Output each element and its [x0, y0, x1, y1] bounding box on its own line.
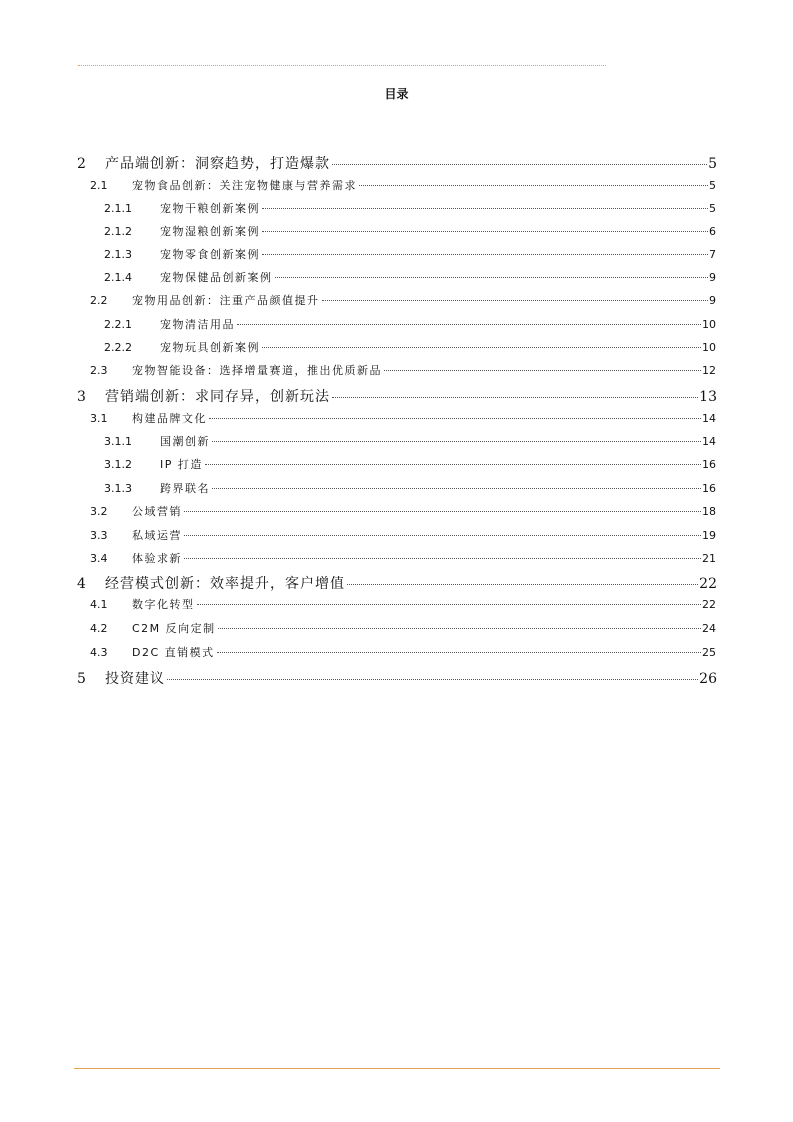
dot-leader [167, 679, 698, 680]
toc-entry-number: 2.1.4 [104, 271, 132, 284]
toc-entry[interactable] [104, 269, 716, 285]
dot-leader [332, 397, 698, 398]
toc-entry[interactable] [90, 596, 716, 612]
dot-leader [212, 488, 701, 489]
dot-leader [237, 324, 701, 325]
toc-entry-label: 经营模式创新：效率提升，客户增值 [105, 576, 345, 592]
toc-entry-label: 宠物智能设备：选择增量赛道，推出优质新品 [132, 364, 382, 377]
toc-entry-number: 3.2 [90, 505, 108, 518]
toc-entry[interactable] [77, 386, 717, 406]
toc-entry[interactable] [77, 573, 717, 593]
toc-entry-label: 数字化转型 [132, 598, 195, 611]
toc-entry-label: 宠物食品创新：关注宠物健康与营养需求 [132, 179, 357, 192]
dot-leader [209, 418, 701, 419]
toc-entry-number: 2.1 [90, 179, 108, 192]
dot-leader [262, 231, 708, 232]
dot-leader [384, 370, 701, 371]
toc-entry[interactable] [90, 527, 716, 543]
toc-entry-page: 12 [702, 364, 716, 377]
dot-leader [262, 208, 708, 209]
dot-leader [275, 277, 709, 278]
toc-entry-number: 3 [77, 389, 86, 405]
toc-entry-label: 体验求新 [132, 552, 182, 565]
toc-entry[interactable] [90, 362, 716, 378]
toc-entry-number: 3.4 [90, 552, 108, 565]
toc-entry-label: 宠物玩具创新案例 [160, 341, 260, 354]
toc-entry-page: 18 [702, 505, 716, 518]
toc-entry[interactable] [104, 339, 716, 355]
toc-entry-label: 产品端创新：洞察趋势，打造爆款 [105, 156, 330, 172]
toc-entry[interactable] [90, 503, 716, 519]
toc-entry[interactable] [90, 292, 716, 308]
toc-entry-label: 宠物干粮创新案例 [160, 202, 260, 215]
toc-entry[interactable] [104, 200, 716, 216]
toc-entry-number: 2.1.2 [104, 225, 132, 238]
dot-leader [184, 558, 701, 559]
toc-entry-number: 4 [77, 576, 86, 592]
dot-leader [205, 464, 701, 465]
bottom-rule [74, 1068, 720, 1069]
toc-entry[interactable] [104, 246, 716, 262]
toc-entry-label: 投资建议 [105, 671, 165, 687]
toc-entry-page: 7 [709, 248, 716, 261]
toc-entry-page: 5 [708, 156, 717, 172]
page-title: 目录 [384, 87, 409, 101]
toc-entry-number: 2.1.3 [104, 248, 132, 261]
toc-entry[interactable] [90, 177, 716, 193]
toc-entry-page: 14 [702, 435, 716, 448]
toc-entry[interactable] [104, 223, 716, 239]
toc-entry-page: 22 [699, 576, 717, 592]
dot-leader [184, 535, 701, 536]
toc-entry-number: 3.1 [90, 412, 108, 425]
dot-leader [347, 584, 698, 585]
toc-entry-label: 宠物零食创新案例 [160, 248, 260, 261]
toc-entry-page: 24 [702, 622, 716, 635]
dot-leader [322, 300, 709, 301]
dot-leader [359, 185, 708, 186]
toc-entry-page: 13 [699, 389, 717, 405]
toc-entry-page: 16 [702, 482, 716, 495]
toc-entry-number: 2.2.1 [104, 318, 132, 331]
dot-leader [218, 628, 701, 629]
dot-leader [184, 511, 701, 512]
toc-entry-label: 宠物湿粮创新案例 [160, 225, 260, 238]
toc-entry-label: 营销端创新：求同存异，创新玩法 [105, 389, 330, 405]
dot-leader [332, 164, 707, 165]
toc-entry-number: 2.2.2 [104, 341, 132, 354]
toc-entry-page: 21 [702, 552, 716, 565]
toc-entry-page: 19 [702, 529, 716, 542]
top-rule [78, 65, 606, 66]
toc-entry-number: 2 [77, 156, 86, 172]
dot-leader [212, 441, 701, 442]
toc-entry[interactable] [77, 153, 717, 173]
toc-entry-page: 9 [709, 271, 716, 284]
toc-entry-number: 3.3 [90, 529, 108, 542]
toc-entry-number: 3.1.3 [104, 482, 132, 495]
toc-entry-label: 构建品牌文化 [132, 412, 207, 425]
toc-entry-label: 公域营销 [132, 505, 182, 518]
toc-entry[interactable] [90, 644, 716, 660]
toc-entry-number: 2.2 [90, 294, 108, 307]
toc-entry-page: 9 [709, 294, 716, 307]
toc-entry-page: 26 [699, 671, 717, 687]
toc-entry-number: 3.1.2 [104, 458, 132, 471]
toc-entry-label: 宠物保健品创新案例 [160, 271, 273, 284]
dot-leader [262, 347, 701, 348]
toc-entry-label: 宠物用品创新：注重产品颜值提升 [132, 294, 320, 307]
toc-entry-number: 3.1.1 [104, 435, 132, 448]
toc-entry[interactable] [104, 433, 716, 449]
dot-leader [217, 652, 701, 653]
toc-entry-page: 5 [709, 179, 716, 192]
toc-entry-page: 22 [702, 598, 716, 611]
toc-entry-number: 4.2 [90, 622, 108, 635]
toc-entry-label: 跨界联名 [160, 482, 210, 495]
toc-entry[interactable] [90, 550, 716, 566]
toc-entry-number: 4.1 [90, 598, 108, 611]
toc-entry[interactable] [90, 410, 716, 426]
toc-entry-page: 16 [702, 458, 716, 471]
toc-entry-number: 5 [77, 671, 86, 687]
toc-entry-label: 私域运营 [132, 529, 182, 542]
toc-entry-label: C2M 反向定制 [132, 622, 216, 635]
toc-entry-page: 14 [702, 412, 716, 425]
toc-entry[interactable] [104, 480, 716, 496]
toc-entry-label: IP 打造 [160, 458, 203, 471]
toc-entry[interactable] [104, 316, 716, 332]
toc-entry-page: 10 [702, 318, 716, 331]
dot-leader [197, 604, 702, 605]
toc-entry-page: 25 [702, 646, 716, 659]
toc-entry-label: 国潮创新 [160, 435, 210, 448]
toc-entry-page: 6 [709, 225, 716, 238]
toc-entry-page: 10 [702, 341, 716, 354]
dot-leader [262, 254, 708, 255]
toc-entry-page: 5 [709, 202, 716, 215]
toc-entry[interactable] [104, 456, 716, 472]
toc-entry[interactable] [90, 620, 716, 636]
toc-entry-label: 宠物清洁用品 [160, 318, 235, 331]
toc-entry-number: 4.3 [90, 646, 108, 659]
toc-entry[interactable] [77, 668, 717, 688]
toc-entry-number: 2.3 [90, 364, 108, 377]
toc-entry-label: D2C 直销模式 [132, 646, 215, 659]
toc-entry-number: 2.1.1 [104, 202, 132, 215]
